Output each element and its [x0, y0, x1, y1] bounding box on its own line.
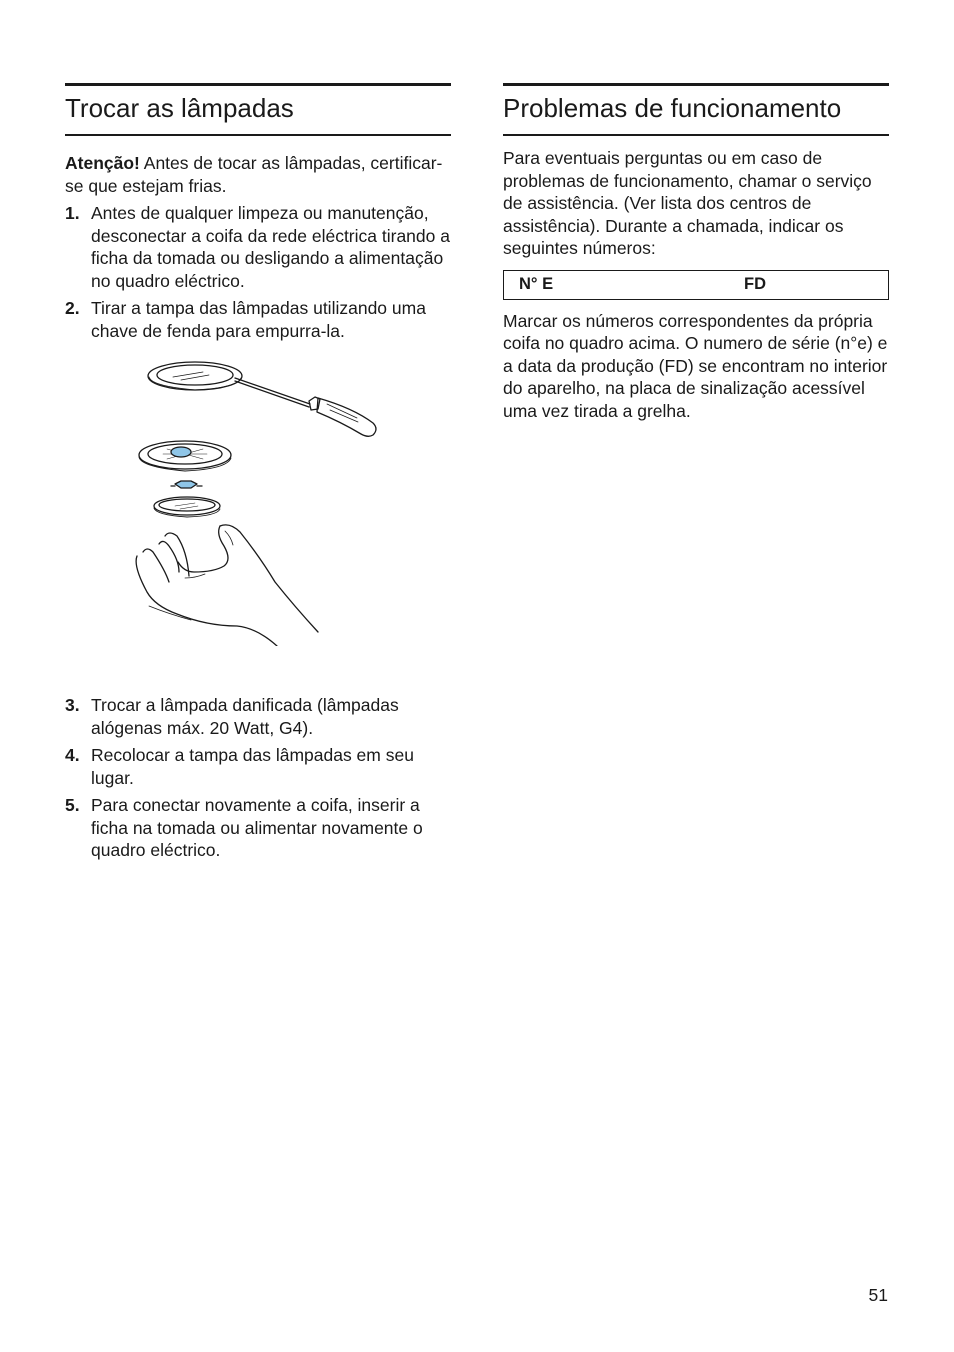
- step-number: 4.: [65, 745, 80, 766]
- screwdriver-icon: [235, 378, 376, 436]
- bulb-icon: [171, 481, 202, 488]
- step-number: 3.: [65, 695, 80, 716]
- lamp-replacement-illustration: [65, 346, 451, 686]
- section-heading-lamps: Trocar as lâmpadas: [65, 86, 451, 136]
- steps-list-bottom: [65, 694, 451, 862]
- serial-number-box: [503, 270, 889, 300]
- troubleshooting-intro: Para eventuais perguntas ou em caso de problemas de funcionamento, chamar o serviço de assistência. (Ver lista dos centros de assistência). Durante a chamada, indicar os seguintes números:: [503, 148, 872, 259]
- hand-icon: [136, 525, 318, 646]
- step-number: 1.: [65, 203, 80, 224]
- section-heading-troubleshooting: Problemas de funcionamento: [503, 86, 889, 136]
- list-item: [65, 297, 451, 342]
- attention-paragraph: [65, 152, 451, 197]
- page-number: 51: [868, 1285, 888, 1305]
- step-text: Antes de qualquer limpeza ou manutenção, desconectar a coifa da rede eléctrica tirando a ficha da tomada ou desligando a alimentação no quadro eléctrico.: [91, 203, 450, 291]
- left-column: [65, 83, 451, 862]
- list-item: [65, 694, 451, 739]
- serial-ne-label: N° E: [519, 274, 554, 293]
- step-text: Trocar a lâmpada danificada (lâmpadas alógenas máx. 20 Watt, G4).: [91, 695, 399, 738]
- lamp-cover-top: [148, 362, 242, 390]
- lamp-holder: [139, 441, 231, 471]
- steps-list-top: [65, 202, 451, 342]
- step-number: 2.: [65, 298, 80, 319]
- step-text: Para conectar novamente a coifa, inserir a ficha na tomada ou alimentar novamente o quadro eléctrico.: [91, 795, 423, 861]
- list-item: [65, 202, 451, 292]
- step-number: 5.: [65, 795, 80, 816]
- step-text: Tirar a tampa das lâmpadas utilizando uma chave de fenda para empurra-la.: [91, 298, 426, 341]
- attention-text: Antes de tocar as lâmpadas, certificar-se que estejam frias.: [65, 153, 443, 196]
- list-item: [65, 744, 451, 789]
- attention-label: Atenção!: [65, 153, 140, 174]
- right-column: [503, 83, 889, 422]
- glass-cover: [154, 497, 220, 517]
- serial-instructions: Marcar os números correspondentes da própria coifa no quadro acima. O numero de série (n°e) e a data da produção (FD) se encontram no interior do aparelho, na placa de sinalização acessível uma vez tirada a grelha.: [503, 310, 888, 421]
- serial-fd-label: FD: [744, 274, 766, 293]
- step-text: Recolocar a tampa das lâmpadas em seu lugar.: [91, 745, 414, 788]
- list-item: [65, 794, 451, 862]
- illustration-svg: [135, 356, 385, 646]
